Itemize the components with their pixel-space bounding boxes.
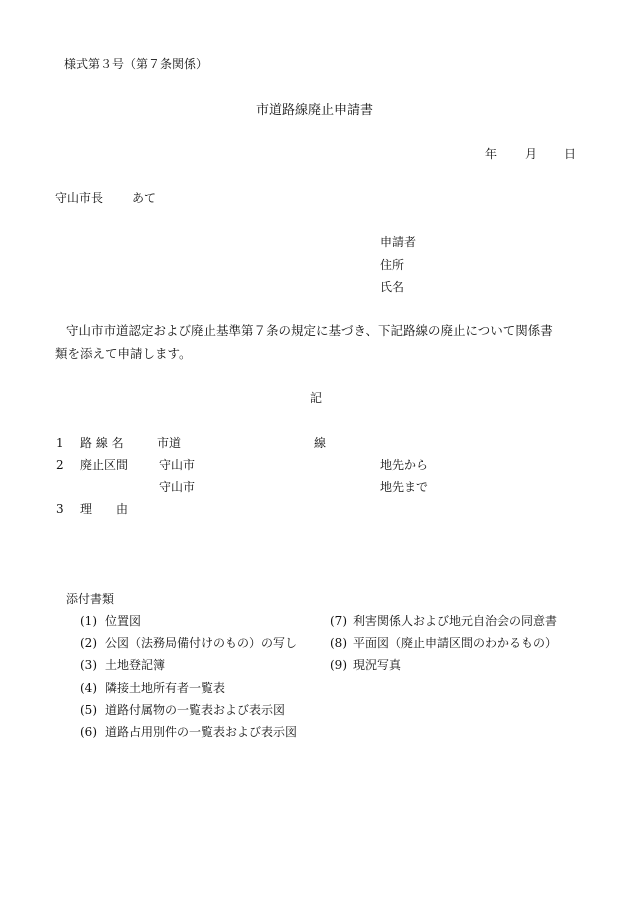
- item-label: 廃止区間: [80, 458, 129, 472]
- ki-heading: 記: [310, 391, 323, 405]
- attachment-item: 現況写真: [353, 658, 402, 672]
- date-month: 月: [525, 147, 538, 161]
- attachment-number: (6): [80, 725, 97, 739]
- route-prefix: 市道: [157, 436, 182, 450]
- form-number: 様式第３号（第７条関係）: [64, 57, 209, 71]
- item-number: 2: [56, 458, 64, 472]
- attachment-number: (4): [80, 681, 97, 695]
- item-number: 1: [56, 436, 64, 450]
- attachment-number: (1): [80, 614, 97, 628]
- attachment-item: 平面図（廃止申請区間のわかるもの）: [353, 636, 558, 650]
- attachment-number: (5): [80, 703, 97, 717]
- attachment-item: 隣接土地所有者一覧表: [105, 681, 226, 695]
- attachment-number: (7): [330, 614, 347, 628]
- item-label: 路 線 名: [80, 436, 124, 450]
- date-year: 年: [485, 147, 498, 161]
- section-end-to: 地先まで: [380, 480, 429, 494]
- applicant-name-label: 氏名: [380, 280, 405, 294]
- attachment-item: 利害関係人および地元自治会の同意書: [353, 614, 558, 628]
- attachment-item: 道路付属物の一覧表および表示図: [105, 703, 286, 717]
- attachment-number: (3): [80, 658, 97, 672]
- document-title: 市道路線廃止申請書: [256, 103, 374, 118]
- attachment-item: 土地登記簿: [105, 658, 166, 672]
- section-city-end: 守山市: [159, 480, 196, 494]
- section-city-start: 守山市: [159, 458, 196, 472]
- attachment-number: (9): [330, 658, 347, 672]
- applicant-address-label: 住所: [380, 258, 405, 272]
- addressee-honorific: あて: [132, 191, 157, 205]
- section-end-from: 地先から: [380, 458, 429, 472]
- attachment-item: 公図（法務局備付けのもの）の写し: [105, 636, 298, 650]
- attachment-item: 道路占用別件の一覧表および表示図: [105, 725, 298, 739]
- item-label: 理 由: [80, 502, 129, 516]
- attachment-number: (2): [80, 636, 97, 650]
- body-line-2: 類を添えて申請します。: [55, 346, 192, 361]
- date-day: 日: [564, 147, 577, 161]
- addressee-name: 守山市長: [55, 191, 104, 205]
- attachment-number: (8): [330, 636, 347, 650]
- applicant-heading: 申請者: [380, 235, 417, 249]
- body-line-1: 守山市市道認定および廃止基準第７条の規定に基づき、下記路線の廃止について関係書: [66, 323, 553, 338]
- attachment-item: 位置図: [105, 614, 142, 628]
- attachments-heading: 添付書類: [66, 592, 115, 606]
- item-number: 3: [56, 502, 64, 516]
- route-suffix: 線: [314, 436, 327, 450]
